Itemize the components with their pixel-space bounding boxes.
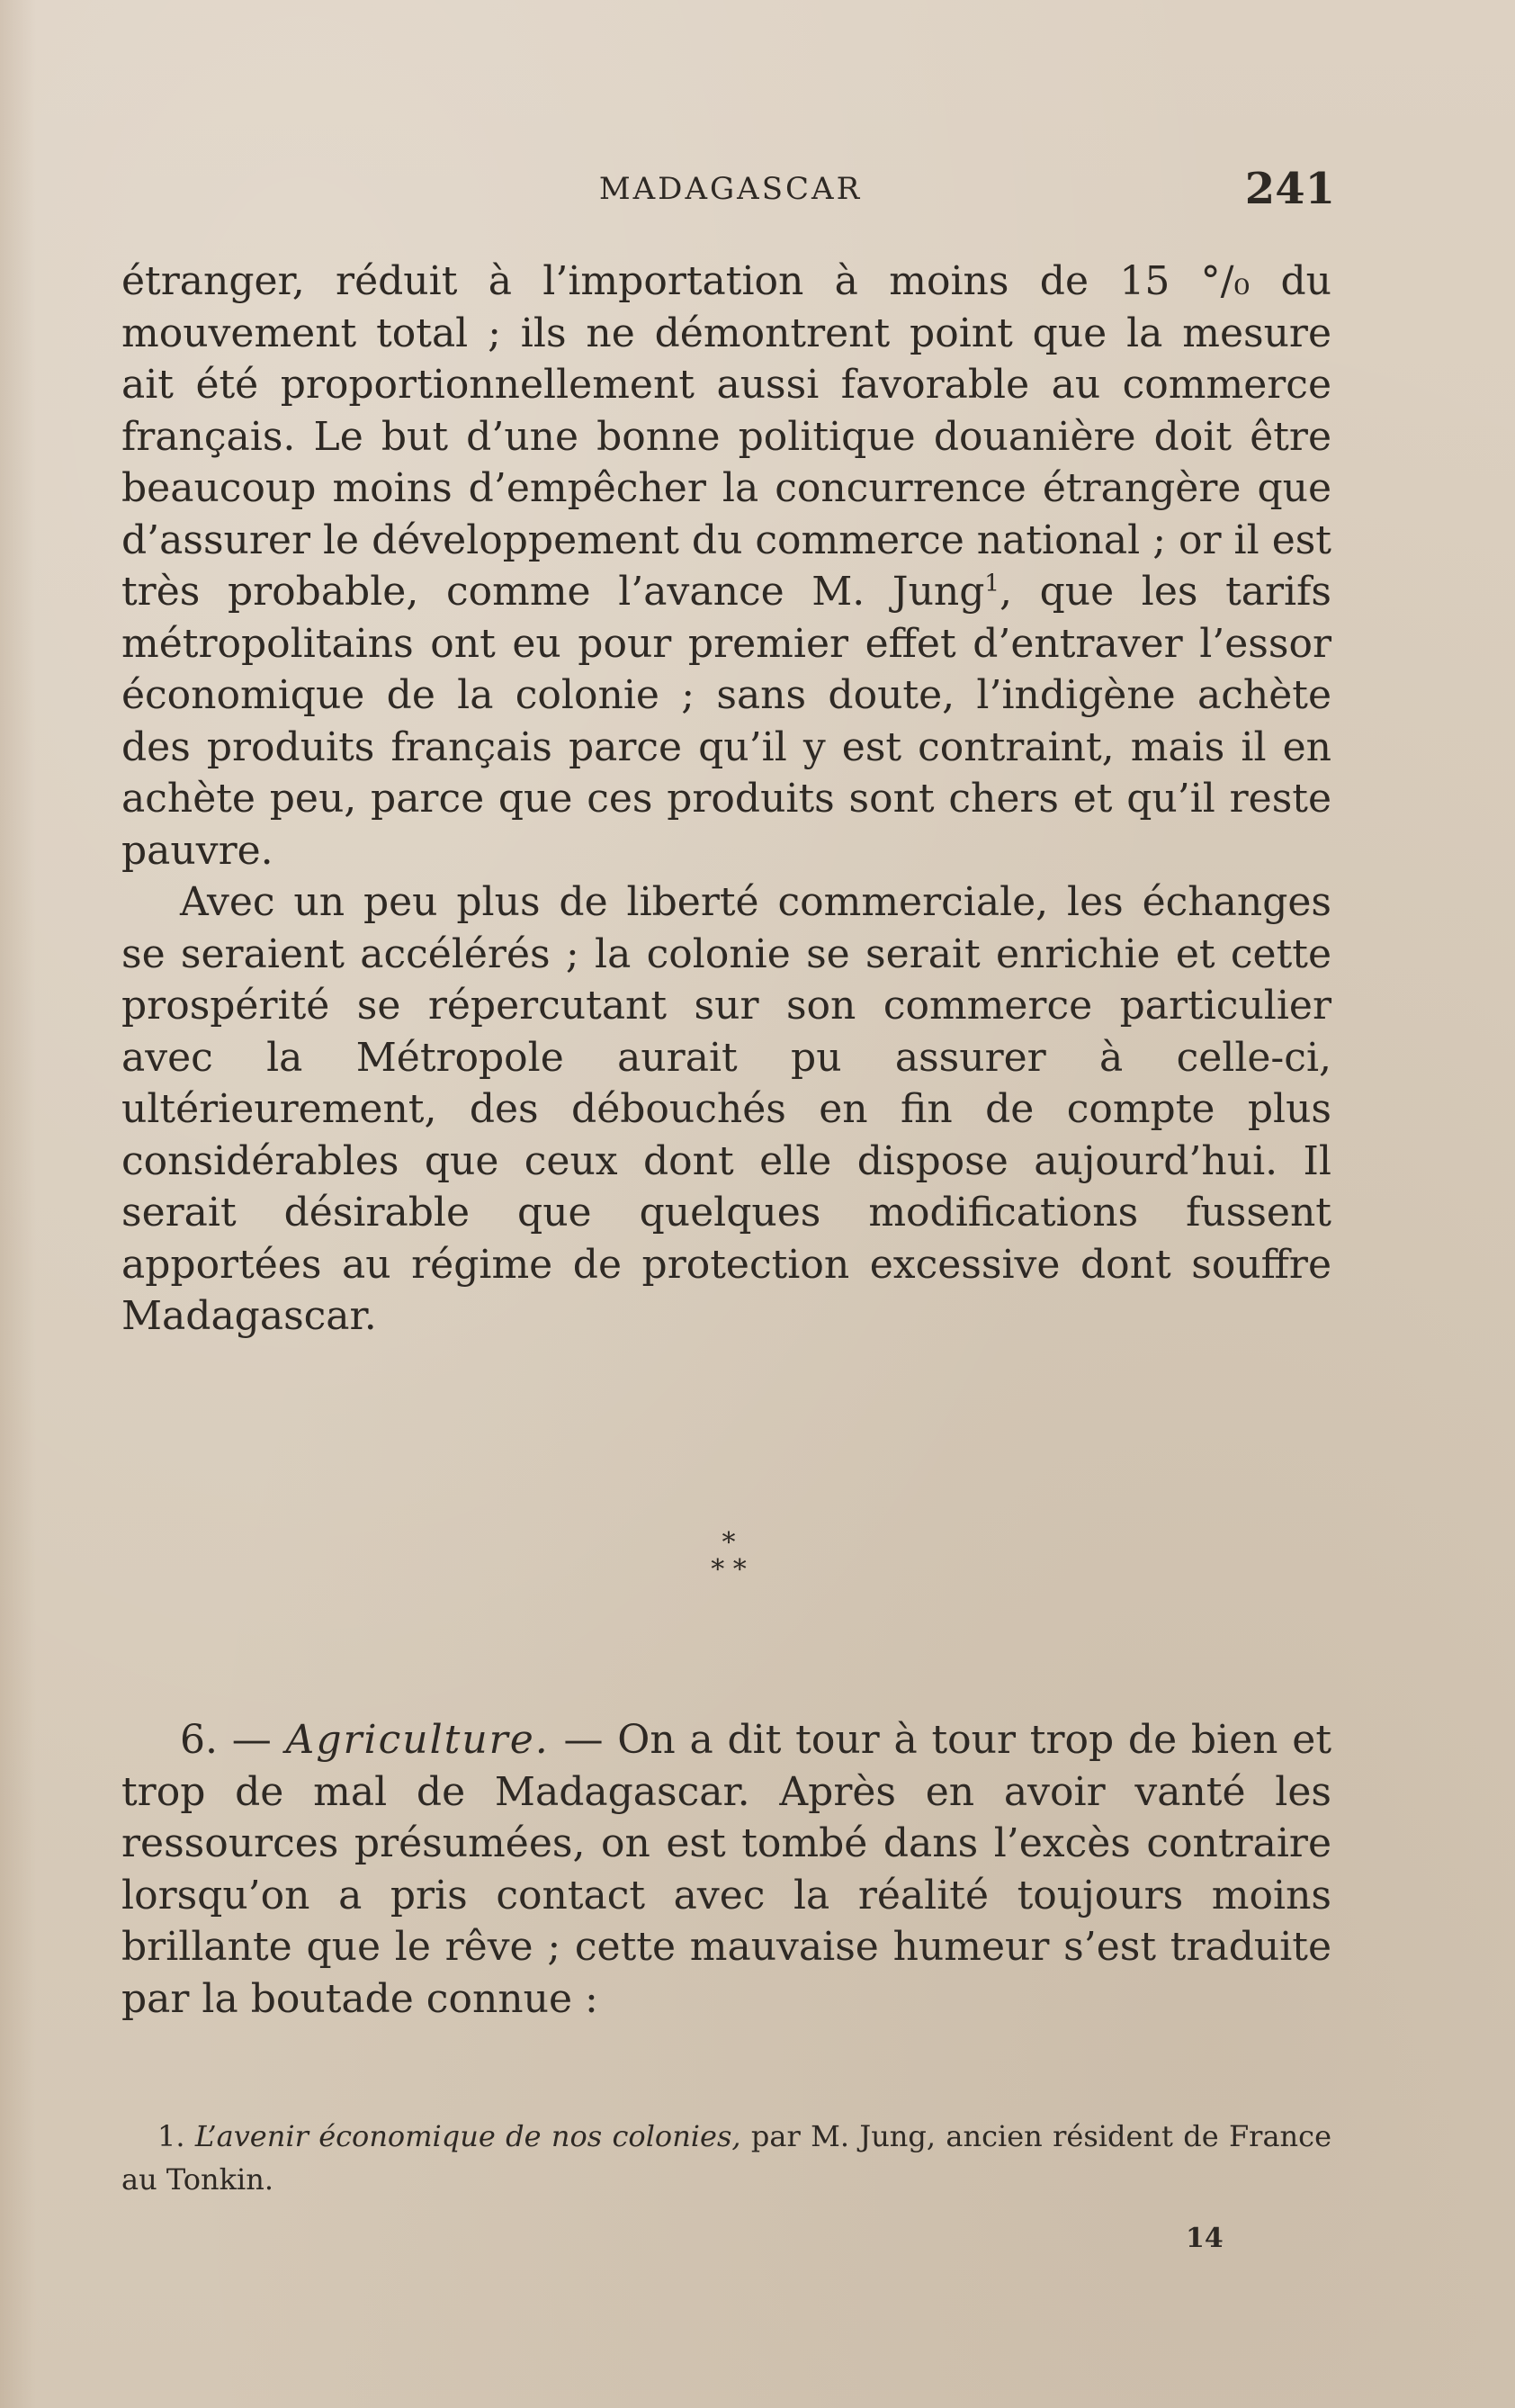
footnote-reference[interactable]: 1 bbox=[984, 570, 1000, 598]
section-number: 6. — bbox=[180, 1717, 272, 1763]
body-text bbox=[121, 256, 1331, 1343]
page-number: 241 bbox=[1244, 164, 1335, 214]
section-agriculture bbox=[121, 1714, 1331, 2025]
paragraph-1-end: , que les tarifs métropolitains ont eu pour premier effet d’entraver l’essor économique de la colonie ; sans doute, l’indigène achète des produits français parce qu’il y est contraint, mais il en achète peu, parce que ces produits sont chers et qu’il reste pauvre. bbox=[121, 569, 1331, 874]
running-head bbox=[126, 164, 1335, 218]
paragraph-2: Avec un peu plus de liberté commerciale, les échanges se seraient accélérés ; la colonie se serait enrichie et cette prospérité se répercutant sur son commerce particulier avec la Métropole aurait pu assurer à celle-ci, ultérieurement, des débouchés en fin de compte plus considérables que ceux dont elle dispose aujourd’hui. Il serait désirable que quelques modifications fussent apportées au régime de protection excessive dont souffre Madagascar. bbox=[121, 879, 1331, 1339]
paragraph-1-start: étranger, réduit à l’importation à moins de 15 °/₀ du mouvement total ; ils ne démontrent point que la mesure ait été proportionnellement aussi favorable au commerce français. Le but d’une bonne politique douanière doit être beaucoup moins d’empêcher la concurrence étrangère que d’assurer le développement du commerce national ; or il est très probable, comme l’avance M. Jung bbox=[121, 258, 1331, 615]
section-text: — On a dit tour à tour trop de bien et trop de mal de Madagascar. Après en avoir vanté les ressources présumées, on est tombé dans l’excès contraire lorsqu’on a pris contact avec la réalité toujours moins brillante que le rêve ; cette mauvaise humeur s’est traduite par la boutade connue : bbox=[121, 1717, 1331, 2022]
section-title: Agriculture. bbox=[285, 1717, 550, 1763]
asterism-bottom: * * bbox=[711, 1554, 747, 1586]
footnote bbox=[121, 2115, 1331, 2201]
footnote-title: L’avenir économique de nos colonies, bbox=[194, 2119, 741, 2153]
running-title: MADAGASCAR bbox=[598, 171, 863, 207]
footnote-paragraph bbox=[121, 2115, 1331, 2201]
asterism-ornament bbox=[702, 1527, 756, 1586]
asterism-top: * bbox=[722, 1527, 736, 1559]
footnote-text: par M. Jung, ancien résident de France au Tonkin. bbox=[121, 2119, 1332, 2197]
paragraph-1 bbox=[121, 256, 1331, 876]
signature-mark: 14 bbox=[1186, 2223, 1224, 2254]
footnote-number: 1. bbox=[157, 2119, 185, 2153]
section-paragraph bbox=[121, 1714, 1331, 2025]
